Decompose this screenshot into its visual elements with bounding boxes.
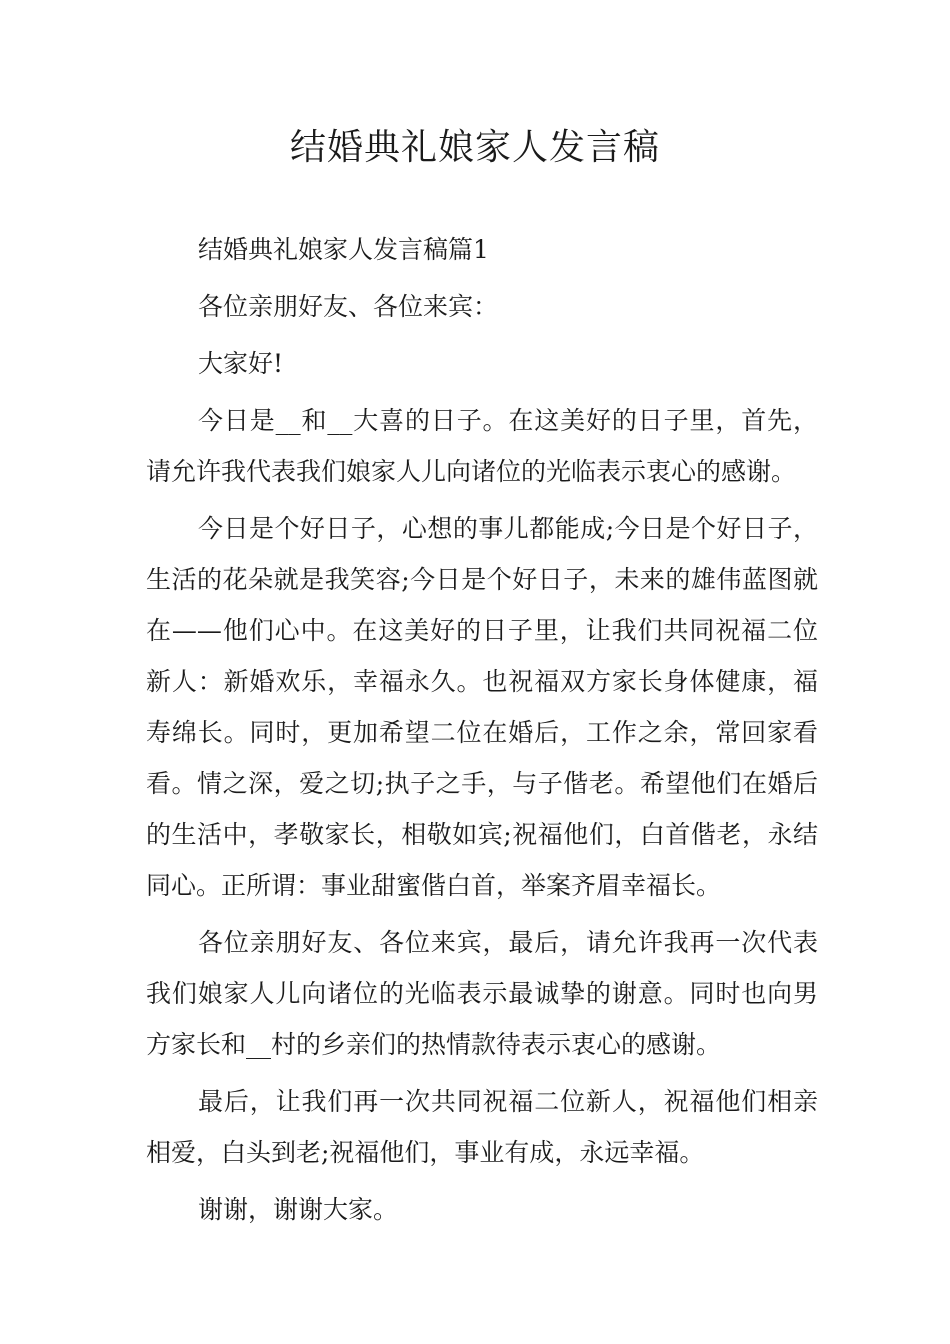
document-body	[146, 224, 818, 1241]
body-paragraph: 各位亲朋好友、各位来宾，最后，请允许我再一次代表我们娘家人儿向诸位的光临表示最诚挚的谢意。同时也向男方家长和__村的乡亲们的热情款待表示衷心的感谢。	[146, 928, 818, 1059]
body-paragraph: 今日是个好日子，心想的事儿都能成;今日是个好日子，生活的花朵就是我笑容;今日是个好日子，未来的雄伟蓝图就在——他们心中。在这美好的日子里，让我们共同祝福二位新人：新婚欢乐，幸福永久。也祝福双方家长身体健康，福寿绵长。同时，更加希望二位在婚后，工作之余，常回家看看。情之深，爱之切;执子之手，与子偕老。希望他们在婚后的生活中，孝敬家长，相敬如宾;祝福他们，白首偕老，永结同心。正所谓：事业甜蜜偕白首，举案齐眉幸福长。	[146, 514, 818, 900]
closing-line: 谢谢，谢谢大家。	[198, 1195, 399, 1224]
document-title: 结婚典礼娘家人发言稿	[289, 127, 660, 168]
section-heading: 结婚典礼娘家人发言稿篇1	[198, 235, 489, 264]
salutation: 各位亲朋好友、各位来宾：	[198, 292, 499, 321]
greeting: 大家好!	[198, 349, 284, 378]
body-paragraph: 今日是__和__大喜的日子。在这美好的日子里，首先，请允许我代表我们娘家人儿向诸位的光临表示衷心的感谢。	[146, 406, 818, 486]
body-paragraph: 最后，让我们再一次共同祝福二位新人，祝福他们相亲相爱，白头到老;祝福他们，事业有成，永远幸福。	[146, 1087, 818, 1167]
